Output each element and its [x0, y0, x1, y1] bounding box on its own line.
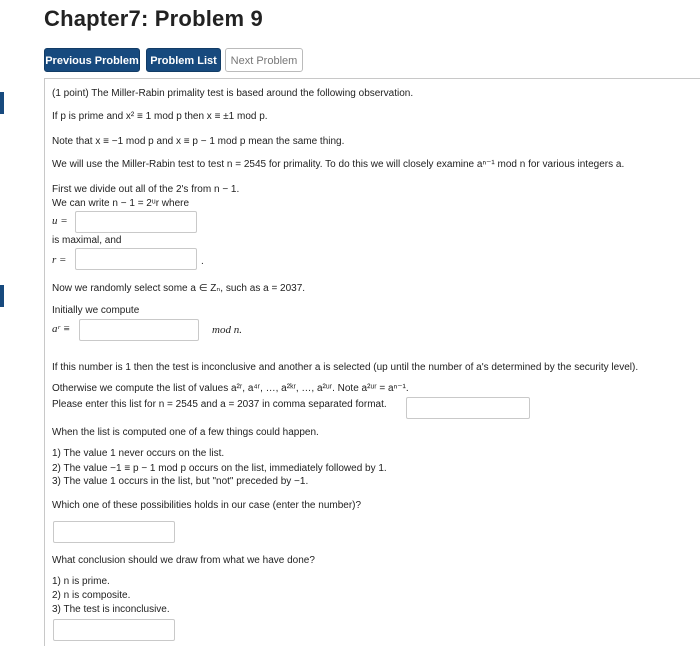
r-input[interactable] — [75, 248, 197, 270]
previous-problem-button[interactable]: Previous Problem — [44, 48, 140, 72]
write-text: We can write n − 1 = 2ᵘr where — [52, 198, 190, 209]
problem-list-button[interactable]: Problem List — [146, 48, 221, 72]
conclusion-text: What conclusion should we draw from what we have done? — [52, 555, 315, 566]
which-text: Which one of these possibilities holds in our case (enter the number)? — [52, 500, 362, 511]
enter-list-text: Please enter this list for n = 2545 and a = 2037 in comma separated format. — [52, 399, 387, 410]
option-1: 1) n is prime. — [52, 576, 110, 587]
intro-text: (1 point) The Miller-Rabin primality test is based around the following observation. — [52, 88, 414, 99]
u-input[interactable] — [75, 211, 197, 233]
conclusion-input[interactable] — [53, 619, 175, 641]
left-edge-marker — [0, 285, 4, 307]
r-period: . — [201, 256, 204, 267]
possibility-input[interactable] — [53, 521, 175, 543]
observation-text: If p is prime and x² ≡ 1 mod p then x ≡ ±1 mod p. — [52, 111, 268, 122]
ar-mod-text: mod n. — [212, 324, 242, 336]
divide-text: First we divide out all of the 2's from n − 1. — [52, 184, 240, 195]
ar-label: aʳ ≡ — [52, 323, 71, 335]
when-text: When the list is computed one of a few things could happen. — [52, 427, 319, 438]
case-2: 2) The value −1 ≡ p − 1 mod p occurs on the list, immediately followed by 1. — [52, 463, 387, 474]
u-label: u = — [52, 215, 68, 227]
otherwise-text: Otherwise we compute the list of values a²ʳ, a⁴ʳ, …, a²ᵏʳ, …, a²ᵘʳ. Note a²ᵘʳ = aⁿ⁻¹. — [52, 383, 409, 394]
test-description: We will use the Miller-Rabin test to test n = 2545 for primality. To do this we will closely examine aⁿ⁻¹ mod n for various integers a. — [52, 159, 625, 170]
note-text: Note that x ≡ −1 mod p and x ≡ p − 1 mod p mean the same thing. — [52, 136, 345, 147]
ar-input[interactable] — [79, 319, 199, 341]
inconclusive-text: If this number is 1 then the test is inconclusive and another a is selected (up until the number of a's determined by the security level). — [52, 362, 639, 373]
case-1: 1) The value 1 never occurs on the list. — [52, 448, 225, 459]
left-edge-marker — [0, 92, 4, 114]
page-title: Chapter7: Problem 9 — [44, 6, 263, 31]
option-3: 3) The test is inconclusive. — [52, 604, 170, 615]
r-label: r = — [52, 254, 67, 266]
list-input[interactable] — [406, 397, 530, 419]
next-problem-button[interactable]: Next Problem — [225, 48, 303, 72]
initially-text: Initially we compute — [52, 305, 140, 316]
option-2: 2) n is composite. — [52, 590, 131, 601]
select-text: Now we randomly select some a ∈ Zₙ, such as a = 2037. — [52, 283, 306, 294]
case-3: 3) The value 1 occurs in the list, but "not" preceded by −1. — [52, 476, 309, 487]
maximal-text: is maximal, and — [52, 235, 122, 246]
